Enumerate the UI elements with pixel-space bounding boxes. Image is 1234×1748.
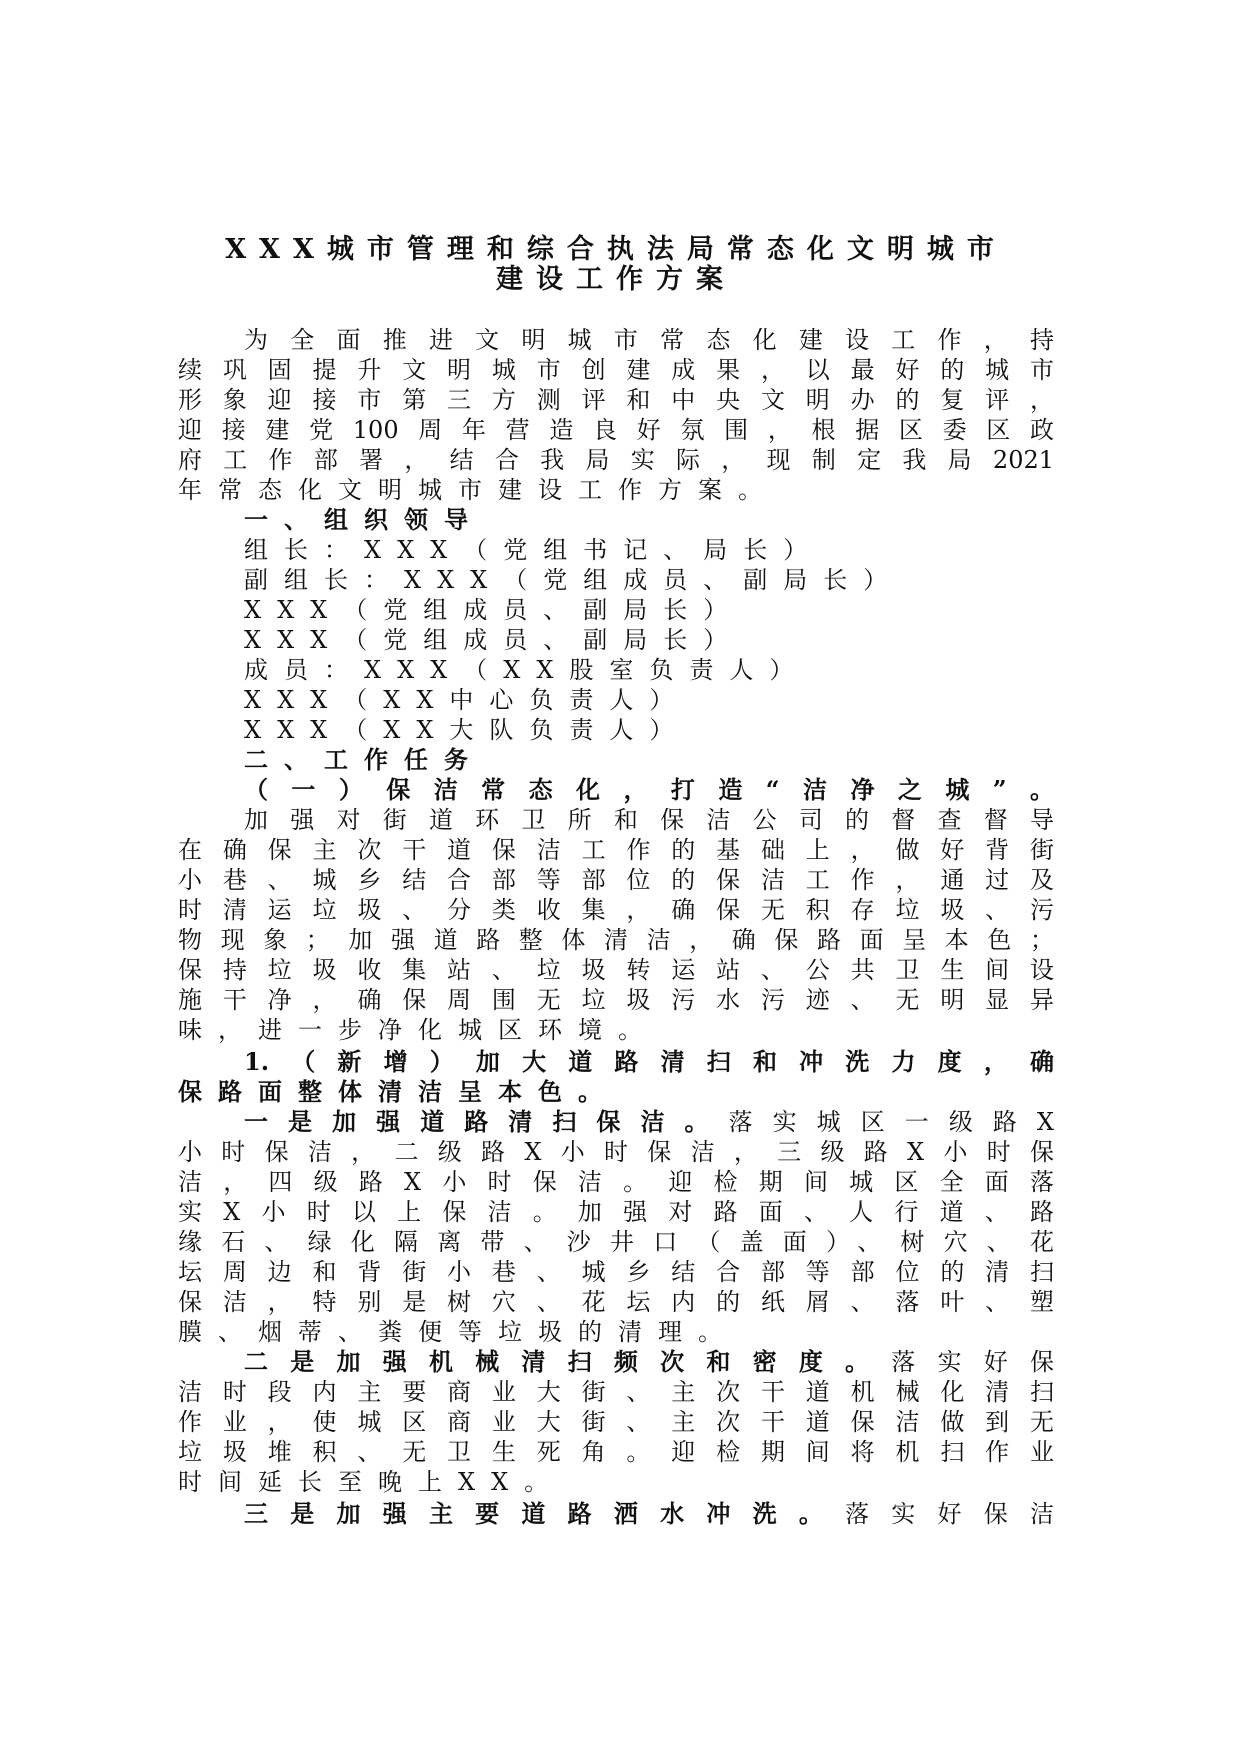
leader-line: XXX（XX中心负责人） — [244, 686, 690, 714]
paragraph-line: 味，进一步净化城区环境。 — [178, 1016, 658, 1044]
leader-line: 组长：XXX（党组书记、局长） — [244, 536, 824, 564]
paragraph-line: 膜、烟蒂、粪便等垃圾的清理。 — [178, 1318, 738, 1346]
paragraph-lead-rest: 落实好保 — [891, 1348, 1055, 1376]
subsection-heading-cleaning: （一）保洁常态化，打造“洁净之城”。 — [244, 775, 1054, 804]
document-title-line-1: XXX城市管理和综合执法局常态化文明城市 — [225, 234, 1007, 265]
intro-line: 年常态化文明城市建设工作方案。 — [178, 476, 778, 504]
paragraph-line: 施干净，确保周围无垃圾污水污迹、无明显异 — [178, 986, 1054, 1014]
paragraph-line: 坛周边和背街小巷、城乡结合部等部位的清扫 — [178, 1258, 1054, 1286]
paragraph-line: 加强对街道环卫所和保洁公司的督查督导 — [244, 806, 1054, 834]
paragraph-line: 在确保主次干道保洁工作的基础上，做好背街 — [178, 836, 1054, 864]
paragraph-lead-bold: 一是加强道路清扫保洁。 — [244, 1107, 729, 1136]
paragraph-line: 洁时段内主要商业大街、主次干道机械化清扫 — [178, 1378, 1054, 1406]
section-heading-tasks: 二、工作任务 — [244, 745, 484, 774]
paragraph-lead-bold: 二是加强机械清扫频次和密度。 — [244, 1347, 892, 1376]
item-heading-line: 1.（新增）加大道路清扫和冲洗力度，确 — [244, 1047, 1054, 1076]
paragraph-lead-rest: 落实城区一级路X — [728, 1108, 1055, 1136]
intro-line: 迎接建党100周年营造良好氛围，根据区委区政 — [178, 416, 1054, 444]
paragraph-line: 实X小时以上保洁。加强对路面、人行道、路 — [178, 1198, 1054, 1226]
paragraph-line — [244, 1499, 1054, 1529]
paragraph-lead-bold: 三是加强主要道路洒水冲洗。 — [244, 1499, 846, 1528]
item-heading-line: 保路面整体清洁呈本色。 — [178, 1077, 618, 1106]
paragraph-line: 保洁，特别是树穴、花坛内的纸屑、落叶、塑 — [178, 1288, 1054, 1316]
intro-line: 续巩固提升文明城市创建成果，以最好的城市 — [178, 356, 1054, 384]
intro-line: 形象迎接市第三方测评和中央文明办的复评， — [178, 386, 1054, 414]
paragraph-line: 垃圾堆积、无卫生死角。迎检期间将机扫作业 — [178, 1438, 1054, 1466]
leader-line: XXX（XX大队负责人） — [244, 716, 690, 744]
paragraph-line: 保持垃圾收集站、垃圾转运站、公共卫生间设 — [178, 956, 1054, 984]
paragraph-line: 小时保洁，二级路X小时保洁，三级路X小时保 — [178, 1138, 1054, 1166]
intro-line: 为全面推进文明城市常态化建设工作，持 — [244, 326, 1054, 354]
leader-line: 成员：XXX（XX股室负责人） — [244, 656, 810, 684]
paragraph-line: 洁，四级路X小时保洁。迎检期间城区全面落 — [178, 1168, 1054, 1196]
paragraph-line: 物现象；加强道路整体清洁，确保路面呈本色； — [178, 926, 1054, 954]
paragraph-line — [244, 1347, 1054, 1377]
paragraph-line: 小巷、城乡结合部等部位的保洁工作，通过及 — [178, 866, 1054, 894]
intro-line: 府工作部署，结合我局实际，现制定我局2021 — [178, 446, 1054, 474]
section-heading-organization: 一、组织领导 — [244, 505, 484, 534]
leader-line: 副组长：XXX（党组成员、副局长） — [244, 566, 904, 594]
document-title-line-2: 建设工作方案 — [496, 264, 736, 295]
paragraph-line: 作业，使城区商业大街、主次干道保洁做到无 — [178, 1408, 1054, 1436]
paragraph-lead-rest: 落实好保洁 — [845, 1500, 1055, 1528]
leader-line: XXX（党组成员、副局长） — [244, 596, 744, 624]
paragraph-line: 缘石、绿化隔离带、沙井口（盖面）、树穴、花 — [178, 1228, 1054, 1256]
paragraph-line — [244, 1107, 1054, 1137]
paragraph-line: 时清运垃圾、分类收集，确保无积存垃圾、污 — [178, 896, 1054, 924]
leader-line: XXX（党组成员、副局长） — [244, 626, 744, 654]
paragraph-line: 时间延长至晚上XX。 — [178, 1468, 565, 1496]
